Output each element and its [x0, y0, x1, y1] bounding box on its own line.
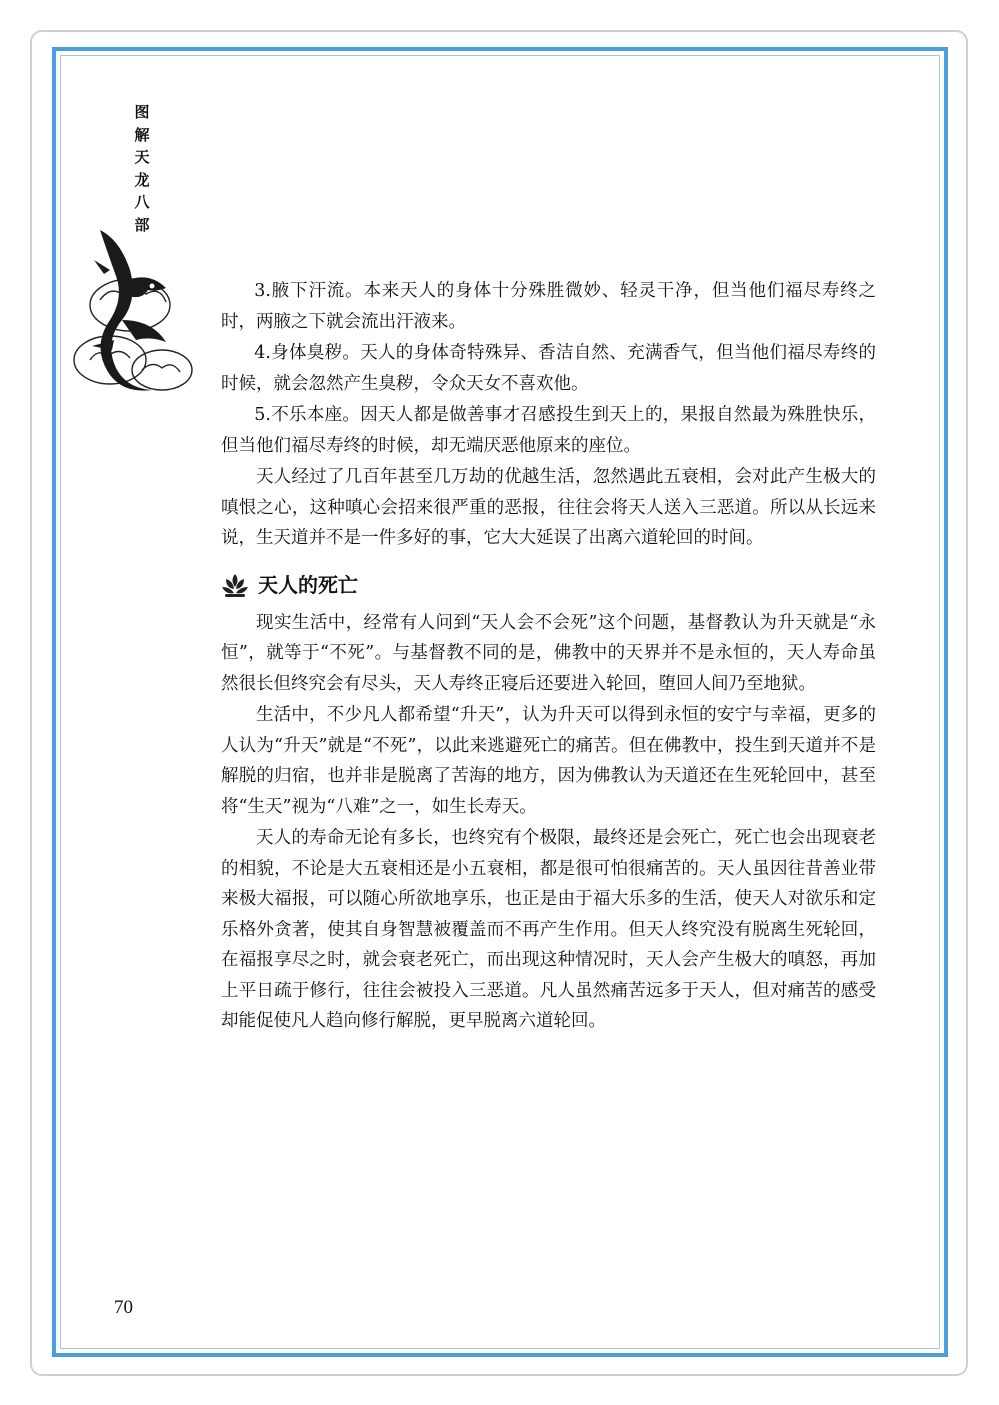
- paragraph: 生活中，不少凡人都希望“升天”，认为升天可以得到永恒的安宁与幸福，更多的人认为“升天”就是“不死”，以此来逃避死亡的痛苦。但在佛教中，投生到天道并不是解脱的归宿，也并非是脱离了苦海的地方，因为佛教认为天道还在生死轮回中，甚至将“生天”视为“八难”之一，如生长寿天。: [221, 705, 876, 817]
- section-title: 天人的死亡: [258, 572, 358, 597]
- side-title-char: 图: [134, 103, 150, 121]
- paragraph: 5.不乐本座。因天人都是做善事才召感投生到天上的，果报自然最为殊胜快乐，但当他们福尽寿终的时候，却无端厌恶他原来的座位。: [221, 405, 876, 456]
- side-title-char: 天: [134, 148, 150, 166]
- paragraph: 天人的寿命无论有多长，也终究有个极限，最终还是会死亡，死亡也会出现衰老的相貌，不论是大五衰相还是小五衰相，都是很可怕很痛苦的。天人虽因往昔善业带来极大福报，可以随心所欲地享乐，也正是由于福大乐多的生活，使天人对欲乐和定乐格外贪著，使其自身智慧被覆盖而不再产生作用。但天人终究没有脱离生死轮回，在福报享尽之时，就会衰老死亡，而出现这种情况时，天人会产生极大的嗔怒，再加上平日疏于修行，往往会被投入三恶道。凡人虽然痛苦远多于天人，但对痛苦的感受却能促使凡人趋向修行解脱，更早脱离六道轮回。: [221, 828, 876, 1031]
- main-content: [221, 276, 876, 1038]
- paragraph: 天人经过了几百年甚至几万劫的优越生活，忽然遇此五衰相，会对此产生极大的嗔恨之心，这种嗔心会招来很严重的恶报，往往会将天人送入三恶道。所以从长远来说，生天道并不是一件多好的事，它大大延误了出离六道轮回的时间。: [221, 467, 876, 548]
- dragon-illustration: [70, 210, 200, 410]
- paragraph: 现实生活中，经常有人问到“天人会不会死”这个问题，基督教认为升天就是“永恒”，就等于“不死”。与基督教不同的是，佛教中的天界并不是永恒的，天人寿命虽然很长但终究会有尽头，天人寿终正寝后还要进入轮回，堕回人间乃至地狱。: [221, 612, 876, 694]
- side-title-char: 八: [134, 193, 150, 211]
- side-title-char: 龙: [134, 170, 150, 189]
- side-title-char: 部: [134, 215, 150, 234]
- side-title-char: 解: [134, 125, 150, 144]
- page-number: 70: [114, 1297, 133, 1318]
- paragraph: 4.身体臭秽。天人的身体奇特殊异、香洁自然、充满香气，但当他们福尽寿终的时候，就会忽然产生臭秽，令众天女不喜欢他。: [221, 343, 876, 394]
- paragraph: 3.腋下汗流。本来天人的身体十分殊胜微妙、轻灵干净，但当他们福尽寿终之时，两腋之下就会流出汗液来。: [221, 281, 876, 332]
- section-heading: [221, 570, 876, 600]
- lotus-icon: [221, 572, 249, 598]
